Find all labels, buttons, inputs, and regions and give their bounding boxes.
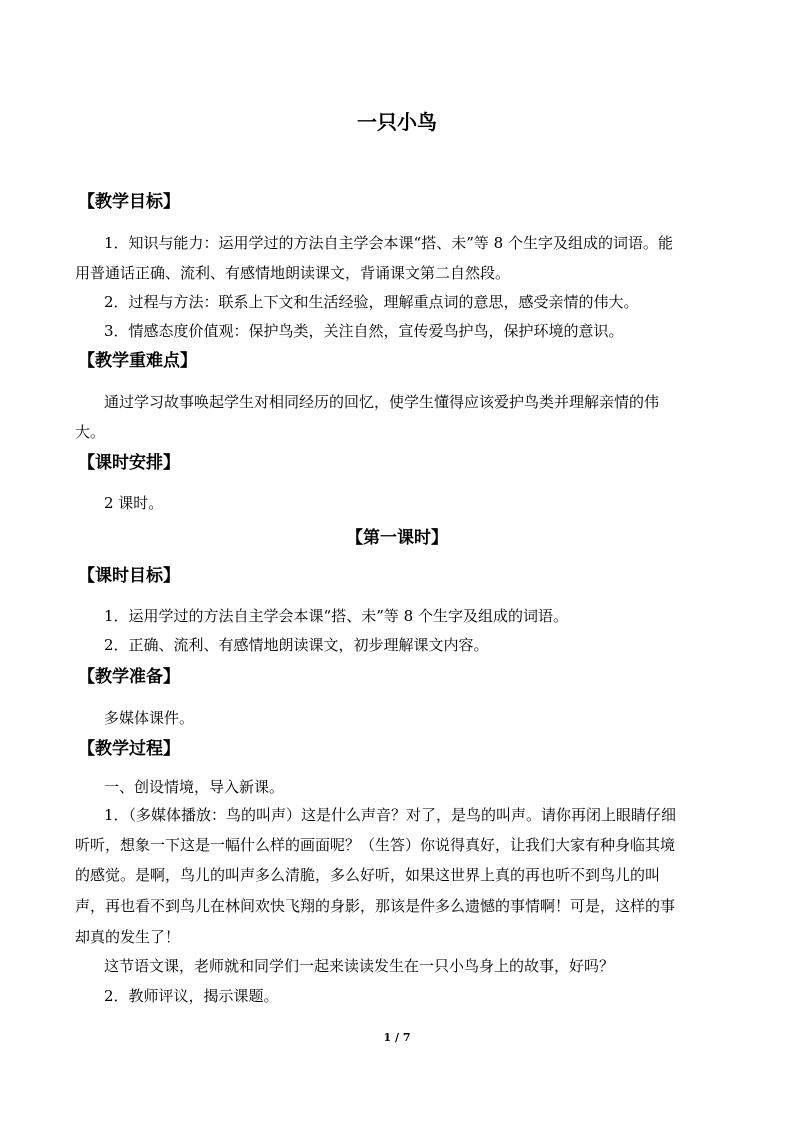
paragraph-line: 3．情感态度价值观：保护鸟类，关注自然，宣传爱鸟护鸟，保护环境的意识。 [104, 322, 624, 340]
paragraph-line: 2．过程与方法：联系上下文和生活经验，理解重点词的意思，感受亲情的伟大。 [104, 293, 639, 311]
paragraph-line: 一、创设情境，导入新课。 [104, 778, 285, 796]
paragraph-line: 2 课时。 [104, 494, 164, 512]
paragraph-line: 声，再也看不到鸟儿在林间欢快飞翔的身影，那该是件多么遗憾的事情啊！可是，这样的事 [75, 897, 676, 915]
section-heading-period-goals: 【课时目标】 [78, 566, 180, 586]
page-number: 1 / 7 [383, 1031, 411, 1044]
paragraph-line: 1．运用学过的方法自主学会本课“搭、未”等 8 个生字及组成的词语。 [104, 607, 568, 625]
paragraph-line: 2．教师评议，揭示课题。 [104, 987, 279, 1005]
section-heading-goals: 【教学目标】 [78, 192, 180, 212]
paragraph-line: 这节语文课，老师就和同学们一起来读读发生在一只小鸟身上的故事，好吗？ [104, 957, 615, 975]
section-heading-first-period: 【第一课时】 [346, 528, 448, 548]
section-heading-key-points: 【教学重难点】 [78, 351, 197, 371]
paragraph-line: 2．正确、流利、有感情地朗读课文，初步理解课文内容。 [104, 636, 489, 654]
paragraph-line: 用普通话正确、流利、有感情地朗读课文，背诵课文第二自然段。 [75, 264, 511, 282]
paragraph-line: 通过学习故事唤起学生对相同经历的回忆，使学生懂得应该爱护鸟类并理解亲情的伟 [104, 393, 660, 411]
paragraph-line: 多媒体课件。 [104, 709, 195, 727]
section-heading-preparation: 【教学准备】 [78, 667, 180, 687]
paragraph-line: 却真的发生了！ [75, 928, 181, 946]
paragraph-line: 大。 [75, 423, 106, 441]
section-heading-schedule: 【课时安排】 [78, 453, 180, 473]
page-title: 一只小鸟 [357, 110, 437, 134]
paragraph-line: 1．（多媒体播放：鸟的叫声）这是什么声音？对了，是鸟的叫声。请你再闭上眼睛仔细 [104, 806, 677, 824]
section-heading-process: 【教学过程】 [78, 739, 180, 759]
paragraph-line: 的感觉。是啊，鸟儿的叫声多么清脆，多么好听，如果这世界上真的再也听不到鸟儿的叫 [75, 866, 661, 884]
paragraph-line: 1．知识与能力：运用学过的方法自主学会本课“搭、未”等 8 个生字及组成的词语。能 [104, 234, 673, 252]
paragraph-line: 听听，想象一下这是一幅什么样的画面呢？（生答）你说得真好，让我们大家有种身临其境 [75, 836, 676, 854]
